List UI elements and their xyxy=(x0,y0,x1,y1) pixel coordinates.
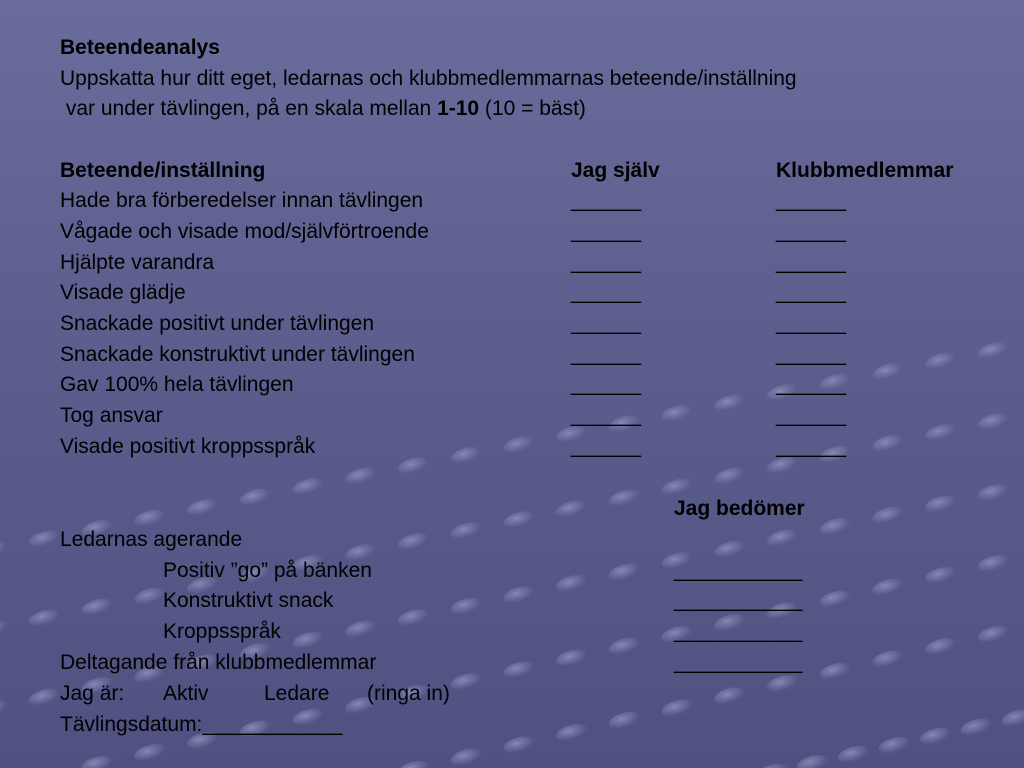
background-dot xyxy=(712,684,749,708)
background-dot xyxy=(660,402,697,426)
background-dot xyxy=(502,733,539,757)
background-dot xyxy=(877,734,914,758)
self-rating-blank[interactable]: ______ xyxy=(571,251,642,274)
background-dot xyxy=(27,606,64,630)
column-header-behavior: Beteende/inställning xyxy=(60,159,266,182)
background-dot xyxy=(449,519,486,543)
behavior-row-label: Hade bra förberedelser innan tävlingen xyxy=(60,189,424,212)
background-dot xyxy=(502,433,539,457)
members-rating-blank[interactable]: ___________ xyxy=(674,651,803,674)
club-rating-blank[interactable]: ______ xyxy=(776,251,847,274)
background-dot xyxy=(607,560,644,584)
background-dot xyxy=(959,715,996,739)
background-dot xyxy=(449,670,486,694)
background-dot xyxy=(818,660,855,684)
background-dot xyxy=(554,572,591,596)
background-dot xyxy=(923,492,960,516)
background-dot xyxy=(871,504,908,528)
background-dot xyxy=(754,761,791,768)
self-rating-blank[interactable]: ______ xyxy=(571,435,642,458)
club-rating-blank[interactable]: ______ xyxy=(776,343,847,366)
role-option-leader[interactable]: Ledare xyxy=(264,682,330,705)
background-dot xyxy=(449,444,486,468)
background-dot xyxy=(976,552,1013,576)
self-rating-blank[interactable]: ______ xyxy=(571,220,642,243)
leaders-label: Ledarnas agerande xyxy=(60,528,243,551)
behavior-row-label: Tog ansvar xyxy=(60,404,163,427)
members-participation-label: Deltagande från klubbmedlemmar xyxy=(60,651,377,674)
behavior-row-label: Vågade och visade mod/självförtroende xyxy=(60,220,429,243)
self-rating-blank[interactable]: ______ xyxy=(571,343,642,366)
background-dot xyxy=(923,421,960,445)
behavior-row-label: Hjälpte varandra xyxy=(60,251,215,274)
behavior-row-label: Snackade konstruktivt under tävlingen xyxy=(60,343,415,366)
background-dot xyxy=(871,575,908,599)
background-dot xyxy=(712,465,749,489)
leader-item-label: Positiv ”go” på bänken xyxy=(163,559,372,582)
leader-rating-blank[interactable]: ___________ xyxy=(674,559,803,582)
self-rating-blank[interactable]: ______ xyxy=(571,404,642,427)
assessment-header: Jag bedömer xyxy=(674,497,805,520)
intro-line-2-end: (10 = bäst) xyxy=(479,97,586,120)
background-dot xyxy=(502,583,539,607)
background-dot xyxy=(976,623,1013,647)
background-dot xyxy=(449,595,486,619)
background-dot xyxy=(0,697,11,721)
background-dot xyxy=(396,454,433,478)
background-dot xyxy=(396,530,433,554)
club-rating-blank[interactable]: ______ xyxy=(776,281,847,304)
club-rating-blank[interactable]: ______ xyxy=(776,189,847,212)
club-rating-blank[interactable]: ______ xyxy=(776,404,847,427)
background-dot xyxy=(923,350,960,374)
behavior-row-label: Visade glädje xyxy=(60,281,186,304)
background-dot xyxy=(132,506,169,530)
behavior-row-label: Snackade positivt under tävlingen xyxy=(60,312,375,335)
background-dot xyxy=(818,587,855,611)
background-dot xyxy=(795,752,832,768)
page-title: Beteendeanalys xyxy=(60,36,220,59)
club-rating-blank[interactable]: ______ xyxy=(776,312,847,335)
column-header-club-members: Klubbmedlemmar xyxy=(776,159,954,182)
background-dot xyxy=(1000,706,1024,730)
background-dot xyxy=(554,721,591,745)
background-dot xyxy=(343,465,380,489)
self-rating-blank[interactable]: ______ xyxy=(571,281,642,304)
background-dot xyxy=(607,635,644,659)
background-dot xyxy=(765,672,802,696)
background-dot xyxy=(712,538,749,562)
intro-line-2-start: var under tävlingen, på en skala mellan xyxy=(60,97,438,120)
intro-line-2 xyxy=(60,97,586,121)
background-dot xyxy=(27,685,64,709)
background-dot xyxy=(818,515,855,539)
background-dot xyxy=(132,741,169,765)
background-dot xyxy=(660,696,697,720)
club-rating-blank[interactable]: ______ xyxy=(776,373,847,396)
background-dot xyxy=(396,758,433,768)
background-dot xyxy=(607,486,644,510)
date-blank[interactable]: ____________ xyxy=(202,713,343,736)
club-rating-blank[interactable]: ______ xyxy=(776,220,847,243)
background-dot xyxy=(836,743,873,767)
background-dot xyxy=(607,709,644,733)
leader-item-label: Konstruktivt snack xyxy=(163,589,334,612)
background-dot xyxy=(871,432,908,456)
background-dot xyxy=(185,496,222,520)
background-dot xyxy=(976,339,1013,363)
background-dot xyxy=(976,410,1013,434)
background-dot xyxy=(80,595,117,619)
background-dot xyxy=(291,629,328,653)
self-rating-blank[interactable]: ______ xyxy=(571,373,642,396)
background-dot xyxy=(976,481,1013,505)
behavior-row-label: Visade positivt kroppsspråk xyxy=(60,435,316,458)
background-dot xyxy=(871,360,908,384)
background-dot xyxy=(396,606,433,630)
background-dot xyxy=(27,765,64,768)
self-rating-blank[interactable]: ______ xyxy=(571,189,642,212)
background-dot xyxy=(923,635,960,659)
background-dot xyxy=(765,526,802,550)
background-dot xyxy=(502,508,539,532)
background-dot xyxy=(0,617,11,641)
background-dot xyxy=(80,753,117,768)
leader-rating-blank[interactable]: ___________ xyxy=(674,620,803,643)
background-dot xyxy=(923,564,960,588)
background-dot xyxy=(918,725,955,749)
background-dot xyxy=(871,647,908,671)
date-label: Tävlingsdatum: xyxy=(60,713,203,736)
self-rating-blank[interactable]: ______ xyxy=(571,312,642,335)
role-option-active[interactable]: Aktiv xyxy=(163,682,209,705)
background-dot xyxy=(27,527,64,551)
club-rating-blank[interactable]: ______ xyxy=(776,435,847,458)
background-dot xyxy=(449,745,486,768)
role-note: (ringa in) xyxy=(367,682,450,705)
column-header-self: Jag själv xyxy=(571,159,660,182)
scale-range: 1-10 xyxy=(437,97,480,120)
leader-item-label: Kroppsspråk xyxy=(163,620,281,643)
background-dot xyxy=(343,617,380,641)
background-dot xyxy=(502,658,539,682)
background-dot xyxy=(660,475,697,499)
role-label: Jag är: xyxy=(60,682,125,705)
background-dot xyxy=(238,485,275,509)
background-dot xyxy=(0,538,11,562)
competition-date xyxy=(60,713,343,737)
leader-rating-blank[interactable]: ___________ xyxy=(674,589,803,612)
background-dot xyxy=(554,497,591,521)
background-dot xyxy=(712,391,749,415)
background-dot xyxy=(554,646,591,670)
intro-line-1: Uppskatta hur ditt eget, ledarnas och klubbmedlemmarnas beteende/inställning xyxy=(60,67,797,90)
behavior-row-label: Gav 100% hela tävlingen xyxy=(60,373,294,396)
background-dot xyxy=(291,475,328,499)
